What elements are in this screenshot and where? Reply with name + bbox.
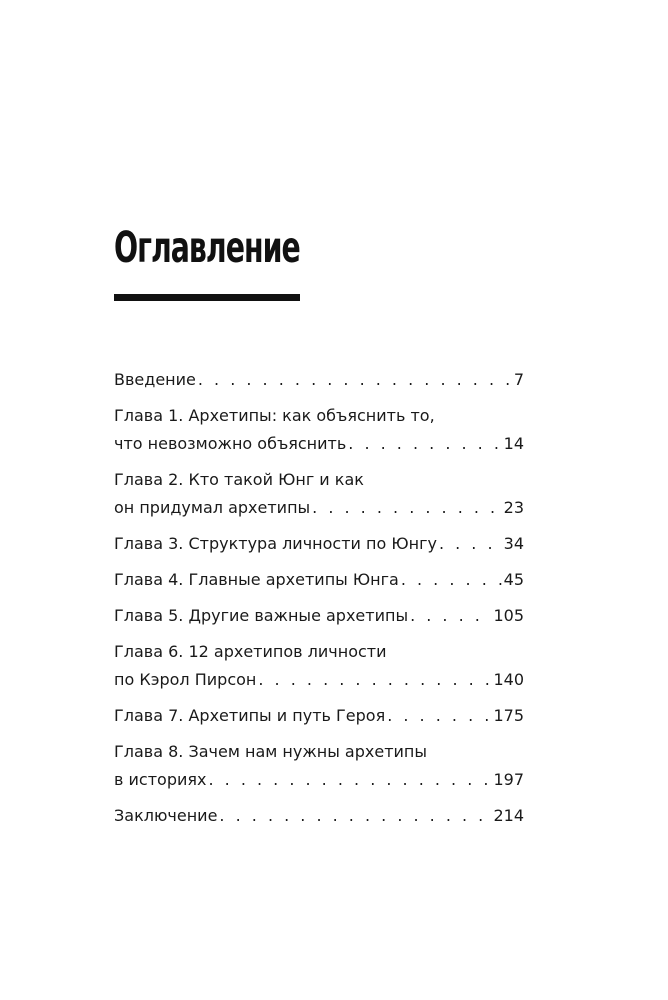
toc-page-number: 214: [493, 806, 524, 825]
toc-entry-title: Глава 7. Архетипы и путь Героя: [114, 706, 386, 725]
toc-entry-title-continued: по Кэрол Пирсон: [114, 670, 257, 689]
toc-page-number: 23: [503, 498, 524, 517]
toc-entry-title: Глава 3. Структура личности по Юнгу: [114, 534, 437, 553]
toc-page-number: 105: [493, 606, 524, 625]
dot-leader: [410, 602, 491, 630]
page-title: Оглавление: [114, 223, 300, 273]
toc-page-number: 140: [493, 670, 524, 689]
toc-entry-chapter-3: [114, 530, 524, 558]
toc-entry-chapter-7: [114, 702, 524, 730]
toc-entry-title: Глава 5. Другие важные архетипы: [114, 606, 409, 625]
toc-page-number: 7: [513, 370, 524, 389]
toc-entry-title: Введение: [114, 370, 196, 389]
toc-entry-chapter-1: [114, 402, 524, 458]
toc-entry-title-continued: в историях: [114, 770, 207, 789]
toc-entry-conclusion: [114, 802, 524, 830]
toc-entry-title: Глава 4. Главные архетипы Юнга: [114, 570, 399, 589]
toc-entry-chapter-5: [114, 602, 524, 630]
toc-entry-title: Глава 8. Зачем нам нужны архетипы: [114, 742, 428, 761]
toc-entry-title: Глава 2. Кто такой Юнг и как: [114, 470, 364, 489]
dot-leader: [348, 430, 501, 458]
toc-page-number: 45: [503, 570, 524, 589]
toc-entry-chapter-6: [114, 638, 524, 694]
dot-leader: [208, 766, 491, 794]
toc-page-number: 175: [493, 706, 524, 725]
dot-leader: [312, 494, 501, 522]
toc-entry-chapter-2: [114, 466, 524, 522]
dot-leader: [219, 802, 491, 830]
dot-leader: [439, 530, 502, 558]
toc-entry-title-continued: что невозможно объяснить: [114, 434, 347, 453]
toc-entry-title: Глава 1. Архетипы: как объяснить то,: [114, 406, 435, 425]
dot-leader: [198, 366, 512, 394]
toc-entry-title: Глава 6. 12 архетипов личности: [114, 642, 387, 661]
toc-entry-chapter-4: [114, 566, 524, 594]
dot-leader: [258, 666, 491, 694]
toc-entry-introduction: [114, 366, 524, 394]
dot-leader: [387, 702, 491, 730]
title-underline: [114, 294, 300, 301]
table-of-contents: [114, 366, 524, 838]
toc-entry-title-continued: он придумал архетипы: [114, 498, 311, 517]
toc-entry-title: Заключение: [114, 806, 218, 825]
toc-page-number: 34: [503, 534, 524, 553]
dot-leader: [401, 566, 502, 594]
toc-page-number: 197: [493, 770, 524, 789]
toc-page-number: 14: [503, 434, 524, 453]
toc-entry-chapter-8: [114, 738, 524, 794]
